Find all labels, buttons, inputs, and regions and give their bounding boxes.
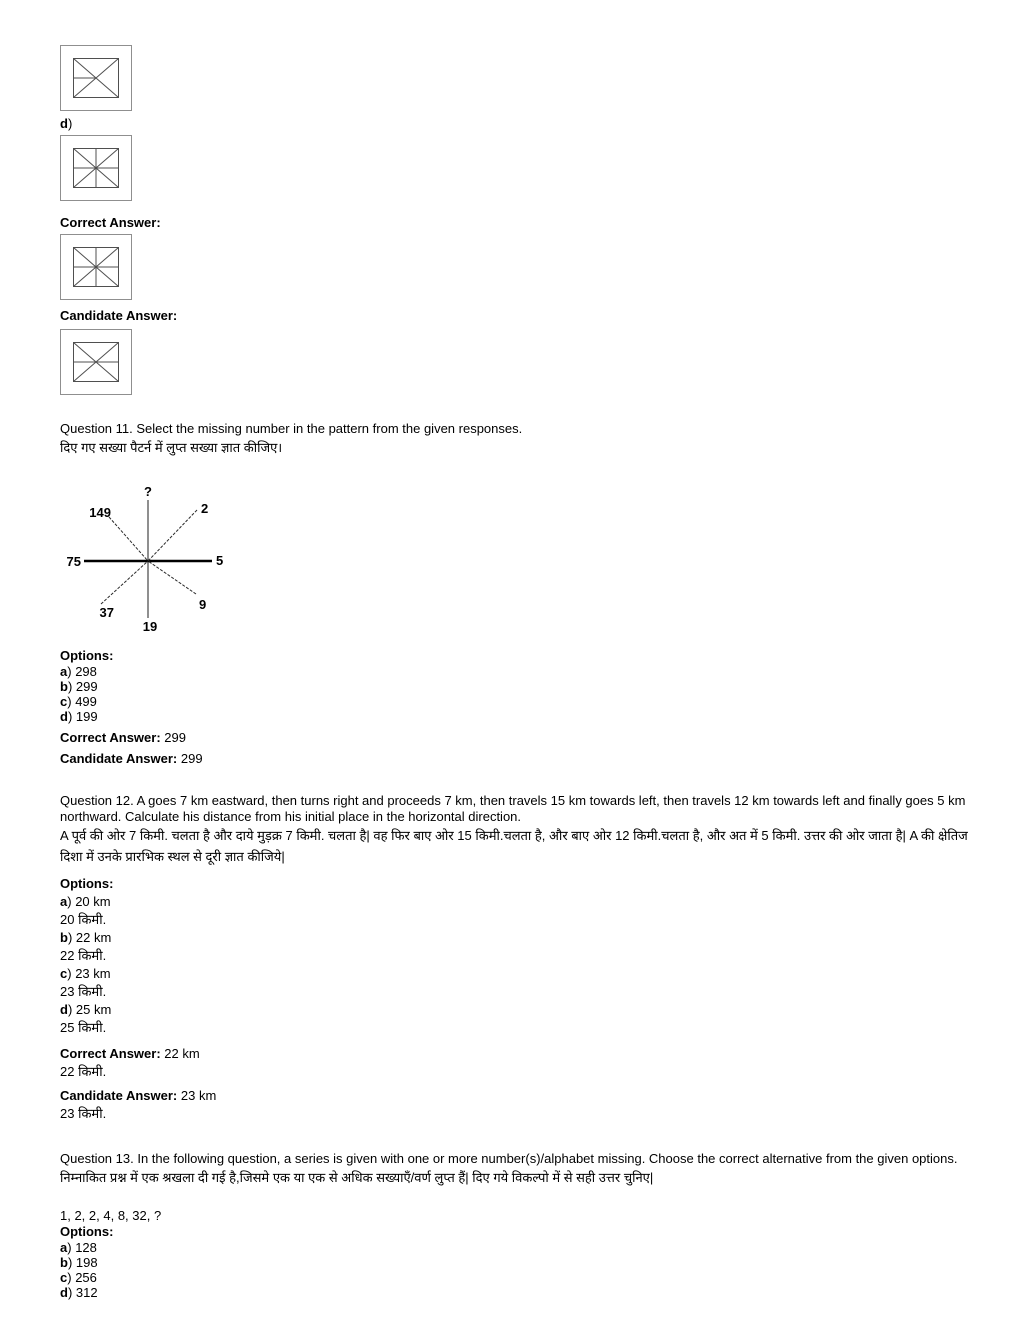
x-left-horizontal-pattern-icon <box>73 58 119 98</box>
spoke-label-right: 5 <box>216 553 224 568</box>
question-11 <box>60 421 972 458</box>
q12-option-b: b) 22 km 22 किमी. <box>60 930 112 963</box>
x-horizontal-vertical-pattern-icon <box>73 148 119 188</box>
question-13-title: Question 13. In the following question, a series is given with one or more number(s)/alphabet missing. Choose the correct alternative from the given options. <box>60 1151 958 1166</box>
q13-series: 1, 2, 2, 4, 8, 32, ? <box>60 1208 162 1223</box>
option-d-figure <box>60 135 132 201</box>
q12-option-a: a) 20 km 20 किमी. <box>60 894 111 927</box>
q13-option-c: c) 256 <box>60 1270 97 1285</box>
q12-options-label: Options: <box>60 876 114 891</box>
question-12-title-hindi: A पूर्व की ओर 7 किमी. चलता है और दाये मुड़क्र 7 किमी. चलता है| वह फिर बाए ओर 15 किमी.चलता है, और बाए ओर 12 किमी.चलता है, और अत में 5 किमी. उत्तर की ओर जाता है| A की क्षेतिज दिशा में उनके प्रारभिक स्थल से दूरी ज्ञात कीजिये| <box>60 828 968 864</box>
q13-option-d: d) 312 <box>60 1285 98 1300</box>
q11-option-c: c) 499 <box>60 694 97 709</box>
spoke-label-bottom-right: 9 <box>199 597 207 612</box>
q11-option-d: d) 199 <box>60 709 98 724</box>
q13-option-b: b) 198 <box>60 1255 98 1270</box>
spoke-top-right <box>148 510 197 561</box>
candidate-answer-label: Candidate Answer: <box>60 308 178 323</box>
q13-options-label: Options: <box>60 1224 114 1239</box>
spoke-label-bottom-left: 37 <box>99 605 114 620</box>
spoke-top-left <box>109 517 148 561</box>
spoke-bottom-left <box>101 561 148 604</box>
spoke-label-top-right: 2 <box>201 501 209 516</box>
spoke-label-top-left: 149 <box>89 505 111 520</box>
q11-candidate-answer: Candidate Answer: 299 <box>60 751 203 766</box>
spoke-label-bottom: 19 <box>142 619 158 634</box>
question-11-title-hindi: दिए गए सख्या पैटर्न में लुप्त सख्या ज्ञात कीजिए। <box>60 440 283 455</box>
q11-correct-answer: Correct Answer: 299 <box>60 730 186 745</box>
q11-options-label: Options: <box>60 648 114 663</box>
correct-answer-label: Correct Answer: <box>60 215 161 230</box>
q13-option-a: a) 128 <box>60 1240 97 1255</box>
q12-candidate-answer: Candidate Answer: 23 km 23 किमी. <box>60 1088 217 1121</box>
question-12 <box>60 793 972 867</box>
option-d-label: d) <box>60 116 73 131</box>
question-13 <box>60 1151 972 1188</box>
spoke-label-left: 75 <box>66 554 81 569</box>
candidate-answer-figure <box>60 329 132 395</box>
question-12-title: Question 12. A goes 7 km eastward, then turns right and proceeds 7 km, then travels 15 km towards left, then travels 12 km towards left and finally goes 5 km northward. Calculate his distance from his initial place in the horizontal direction. <box>60 793 966 824</box>
q12-option-d: d) 25 km 25 किमी. <box>60 1002 112 1035</box>
x-horizontal-pattern-icon <box>73 342 119 382</box>
q11-options <box>60 648 972 724</box>
question-13-title-hindi: निम्नाकित प्रश्न में एक श्रखला दी गई है,जिसमे एक या एक से अधिक सख्याएँ/वर्ण लुप्त हैं| दिए गये विकल्पो में से सही उत्तर चुनिए| <box>60 1170 654 1185</box>
q12-options <box>60 875 972 1037</box>
option-c-figure <box>60 45 132 111</box>
q12-correct-answer: Correct Answer: 22 km 22 किमी. <box>60 1046 200 1079</box>
x-horizontal-vertical-pattern-icon <box>73 247 119 287</box>
q13-options <box>60 1224 972 1300</box>
spoke-label-top: ? <box>144 484 152 499</box>
q12-option-c: c) 23 km 23 किमी. <box>60 966 111 999</box>
correct-answer-figure <box>60 234 132 300</box>
q11-spoke-diagram <box>58 478 248 638</box>
q11-option-a: a) 298 <box>60 664 97 679</box>
question-11-title: Question 11. Select the missing number in the pattern from the given responses. <box>60 421 523 436</box>
spoke-bottom-right <box>148 561 196 594</box>
q11-option-b: b) 299 <box>60 679 98 694</box>
